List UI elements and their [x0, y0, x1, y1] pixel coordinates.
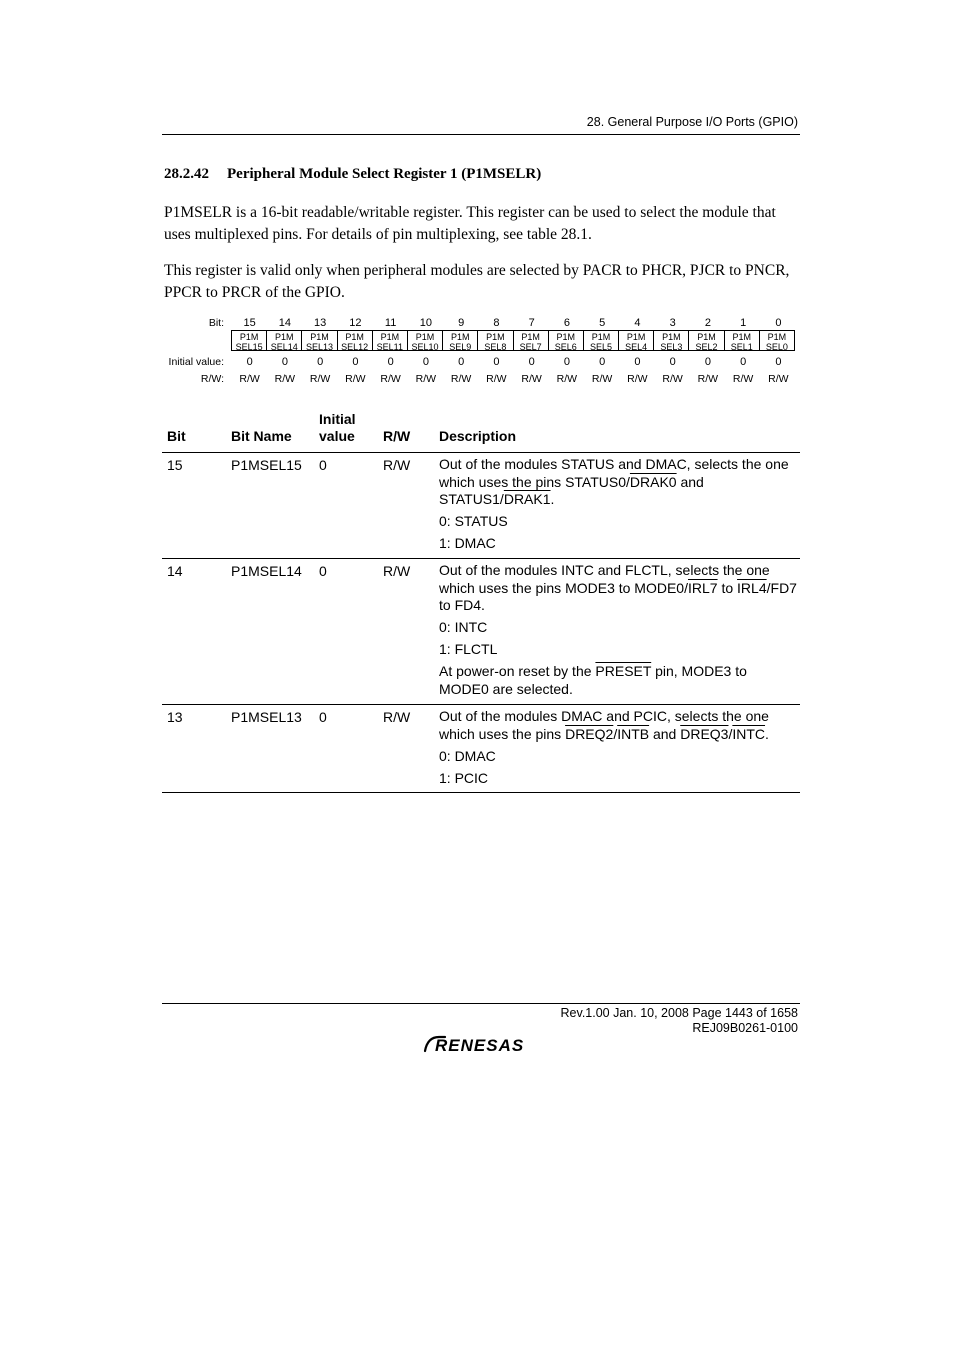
bit-number: 3	[669, 317, 676, 329]
bit-number-row	[232, 317, 796, 329]
bit-field-name-top: P1M	[486, 332, 505, 342]
bit-field-name-top: P1M	[310, 332, 329, 342]
bit-number: 0	[775, 317, 782, 329]
bit-field-name-top: P1M	[626, 332, 646, 342]
bit-initial-value: 0	[458, 356, 465, 368]
bit-rw: R/W	[732, 373, 754, 385]
initial-value-label: Initial value:	[168, 356, 224, 368]
table-row	[162, 559, 800, 704]
bit-field-name-bottom: SEL9	[449, 342, 472, 352]
description-option: 1: DMAC	[439, 535, 496, 551]
header-rule	[162, 134, 800, 135]
desc-segment: /	[728, 725, 733, 742]
header-initial-value	[319, 411, 356, 445]
row-bit-name: P1MSEL13	[231, 709, 302, 725]
bit-initial-value: 0	[669, 356, 676, 368]
desc-segment: Out of the modules DMAC and PCIC, selects the one which uses the pins	[439, 708, 769, 742]
row-bit: 14	[167, 563, 183, 579]
bit-field-name-top: P1M	[345, 332, 364, 342]
desc-segment: to	[717, 579, 738, 596]
bit-field-name-bottom: SEL8	[484, 342, 507, 352]
bit-field-name-bottom: SEL4	[625, 342, 648, 352]
header-description: Description	[439, 428, 517, 444]
bit-field	[724, 331, 759, 350]
bit-field	[688, 331, 723, 350]
bit-field	[337, 331, 372, 350]
bit-field-name-top: P1M	[450, 332, 470, 342]
bit-field	[301, 331, 336, 350]
description-option: 1: FLCTL	[439, 641, 498, 657]
desc-signal-overline: DREQ2	[565, 725, 614, 742]
bit-rw: R/W	[380, 373, 401, 385]
bit-field-name-bottom: SEL13	[305, 342, 333, 352]
bit-field	[442, 331, 477, 350]
bit-label: Bit:	[208, 317, 224, 329]
bit-field-name-top: P1M	[591, 332, 611, 342]
bit-rw: R/W	[486, 373, 507, 385]
bit-field-name-bottom: SEL6	[554, 342, 577, 352]
desc-segment: .	[765, 725, 769, 742]
bit-field-name-bottom: SEL1	[730, 342, 753, 352]
header-bit-name: Bit Name	[231, 428, 292, 444]
bit-field-name-top: P1M	[732, 332, 751, 342]
bit-field	[653, 331, 688, 350]
row-rw: R/W	[383, 457, 411, 473]
section-heading: Peripheral Module Select Register 1 (P1MSELR)	[227, 166, 542, 182]
desc-segment: and STATUS1/	[439, 473, 704, 507]
desc-signal-overline: DRAK1	[503, 491, 551, 507]
bit-field	[266, 331, 301, 350]
header-initial-line2: value	[319, 428, 355, 444]
row-initial: 0	[319, 709, 327, 725]
bit-rw: R/W	[556, 373, 578, 385]
bit-number: 6	[563, 317, 570, 329]
header-bit: Bit	[167, 428, 186, 444]
rw-label: R/W:	[200, 373, 224, 385]
bit-initial-value: 0	[599, 356, 606, 368]
initial-value-row	[232, 356, 796, 368]
bit-initial-value: 0	[634, 356, 641, 368]
header-initial-line1: Initial	[319, 411, 356, 427]
bit-rw: R/W	[768, 373, 789, 385]
bit-field	[407, 331, 442, 350]
running-header: 28. General Purpose I/O Ports (GPIO)	[586, 115, 798, 129]
bit-number: 10	[419, 317, 432, 329]
bit-initial-value: 0	[775, 356, 782, 368]
bit-number: 2	[704, 317, 711, 329]
bit-field-name-top: P1M	[662, 332, 681, 342]
bit-field-name-top: P1M	[697, 332, 716, 342]
row-description	[439, 708, 799, 792]
bit-initial-value: 0	[528, 356, 535, 368]
table-bottom-rule	[162, 792, 800, 793]
bit-number: 14	[278, 317, 291, 329]
desc-signal-overline: INTB	[617, 725, 650, 742]
bit-field	[232, 331, 266, 350]
renesas-logo	[423, 1034, 541, 1059]
bit-rw: R/W	[662, 373, 683, 385]
bit-field-name-bottom: SEL14	[270, 342, 298, 352]
row-description	[439, 456, 799, 557]
bit-field	[583, 331, 618, 350]
bit-field-name-bottom: SEL10	[411, 342, 439, 352]
desc-segment: /FD7 to FD4.	[439, 579, 797, 613]
desc-segment: Out of the modules INTC and FLCTL, selects the one which uses the pins MODE3 to MODE0/	[439, 562, 770, 596]
bit-field	[477, 331, 512, 350]
bit-rw: R/W	[521, 373, 542, 385]
bit-initial-value: 0	[281, 356, 288, 368]
bit-field	[618, 331, 653, 350]
bit-rw: R/W	[274, 373, 296, 385]
bit-initial-value: 0	[387, 356, 394, 368]
bit-number: 15	[243, 317, 256, 329]
description-option: 0: INTC	[439, 619, 488, 635]
bit-field-name-bottom: SEL3	[660, 342, 683, 352]
logo-wordmark: RENESAS	[435, 1036, 525, 1054]
bit-initial-value: 0	[317, 356, 324, 368]
bit-number: 8	[493, 317, 500, 329]
description-option: 0: DMAC	[439, 747, 496, 764]
renesas-logo-graphic	[423, 1034, 541, 1054]
description-text	[439, 456, 799, 509]
bit-field-name-top: P1M	[380, 332, 400, 342]
bit-initial-value: 0	[493, 356, 500, 368]
bit-rw: R/W	[415, 373, 437, 385]
row-bit-name: P1MSEL14	[231, 563, 302, 579]
bit-number: 11	[384, 317, 397, 329]
desc-signal-overline: PRESET	[595, 663, 652, 679]
bit-rw: R/W	[345, 373, 366, 385]
bit-rw: R/W	[450, 373, 472, 385]
bit-field	[759, 331, 794, 350]
bit-field-name-bottom: SEL7	[519, 342, 542, 352]
bit-field-name-top: P1M	[767, 332, 787, 342]
row-rw: R/W	[383, 563, 411, 579]
bit-initial-value: 0	[563, 356, 570, 368]
bit-number: 7	[528, 317, 535, 329]
row-description	[439, 562, 799, 703]
bit-initial-value: 0	[352, 356, 359, 368]
bit-field-name-bottom: SEL11	[376, 342, 404, 352]
bit-field-name-bottom: SEL5	[589, 342, 612, 352]
register-bit-fields	[231, 330, 795, 351]
desc-segment: .	[550, 491, 555, 507]
desc-segment: At power-on reset by the	[439, 663, 596, 679]
desc-signal-overline: INTC	[732, 725, 766, 742]
description-option: 1: PCIC	[439, 769, 489, 786]
bit-field-name-bottom: SEL15	[235, 342, 263, 352]
table-header	[162, 410, 800, 452]
description-option: 0: STATUS	[439, 513, 508, 529]
bit-rw: R/W	[591, 373, 613, 385]
bit-field	[372, 331, 407, 350]
bit-number: 1	[740, 317, 747, 329]
bit-initial-value: 0	[704, 356, 711, 368]
bit-field-name-bottom: SEL0	[765, 342, 788, 352]
bit-description-table	[162, 410, 800, 793]
description-text	[439, 562, 799, 615]
bit-number: 9	[458, 317, 465, 329]
header-rw: R/W	[383, 428, 411, 444]
bit-number: 13	[314, 317, 327, 329]
bit-number: 12	[349, 317, 362, 329]
footer-revision: Rev.1.00 Jan. 10, 2008 Page 1443 of 1658	[560, 1006, 798, 1020]
bit-rw: R/W	[239, 373, 260, 385]
table-row	[162, 705, 800, 792]
bit-initial-value: 0	[246, 356, 253, 368]
bit-field-name-top: P1M	[275, 332, 294, 342]
bit-number: 4	[634, 317, 641, 329]
bit-initial-value: 0	[422, 356, 429, 368]
bit-field-name-bottom: SEL12	[341, 342, 369, 352]
row-initial: 0	[319, 457, 327, 473]
footer-doc-number: REJ09B0261-0100	[692, 1021, 798, 1035]
description-text	[439, 708, 799, 743]
bit-number: 5	[599, 317, 606, 329]
bit-initial-value: 0	[740, 356, 747, 368]
section-number: 28.2.42	[164, 166, 209, 182]
bit-field	[548, 331, 583, 350]
bit-field-name-top: P1M	[556, 332, 576, 342]
desc-segment: Out of the modules STATUS and DMAC, selects the one which uses the pins STATUS0/	[439, 456, 789, 490]
bit-field	[513, 331, 548, 350]
row-rw: R/W	[383, 709, 411, 725]
desc-segment: pin, MODE3 to MODE0 are selected.	[439, 663, 747, 697]
description-note	[439, 663, 799, 698]
desc-segment: and	[649, 725, 681, 742]
bit-field-name-bottom: SEL2	[695, 342, 718, 352]
intro-paragraph: P1MSELR is a 16-bit readable/writable register. This register can be used to select the module that uses multiplexed pins. For details of pin multiplexing, see table 28.1.	[164, 204, 776, 243]
row-bit-name: P1MSEL15	[231, 457, 302, 473]
desc-signal-overline: DRAK0	[629, 473, 677, 490]
section-title	[164, 166, 541, 183]
table-row	[162, 453, 800, 558]
bit-rw: R/W	[697, 373, 719, 385]
row-initial: 0	[319, 563, 327, 579]
bit-field-name-top: P1M	[239, 332, 259, 342]
desc-signal-overline: DREQ3	[680, 725, 729, 742]
bit-field-name-top: P1M	[415, 332, 435, 342]
desc-segment: /	[613, 725, 618, 742]
validity-paragraph: This register is valid only when peripheral modules are selected by PACR to PHCR, PJCR to PNCR, PPCR to PRCR of the GPIO.	[164, 262, 790, 301]
desc-signal-overline: IRL7	[688, 579, 718, 596]
row-bit: 15	[167, 457, 183, 473]
footer-rule	[162, 1003, 800, 1004]
bit-rw: R/W	[309, 373, 331, 385]
bit-field-name-top: P1M	[521, 332, 540, 342]
row-bit: 13	[167, 709, 183, 725]
rw-row	[232, 373, 796, 385]
bit-rw: R/W	[627, 373, 648, 385]
desc-signal-overline: IRL4	[737, 579, 767, 596]
